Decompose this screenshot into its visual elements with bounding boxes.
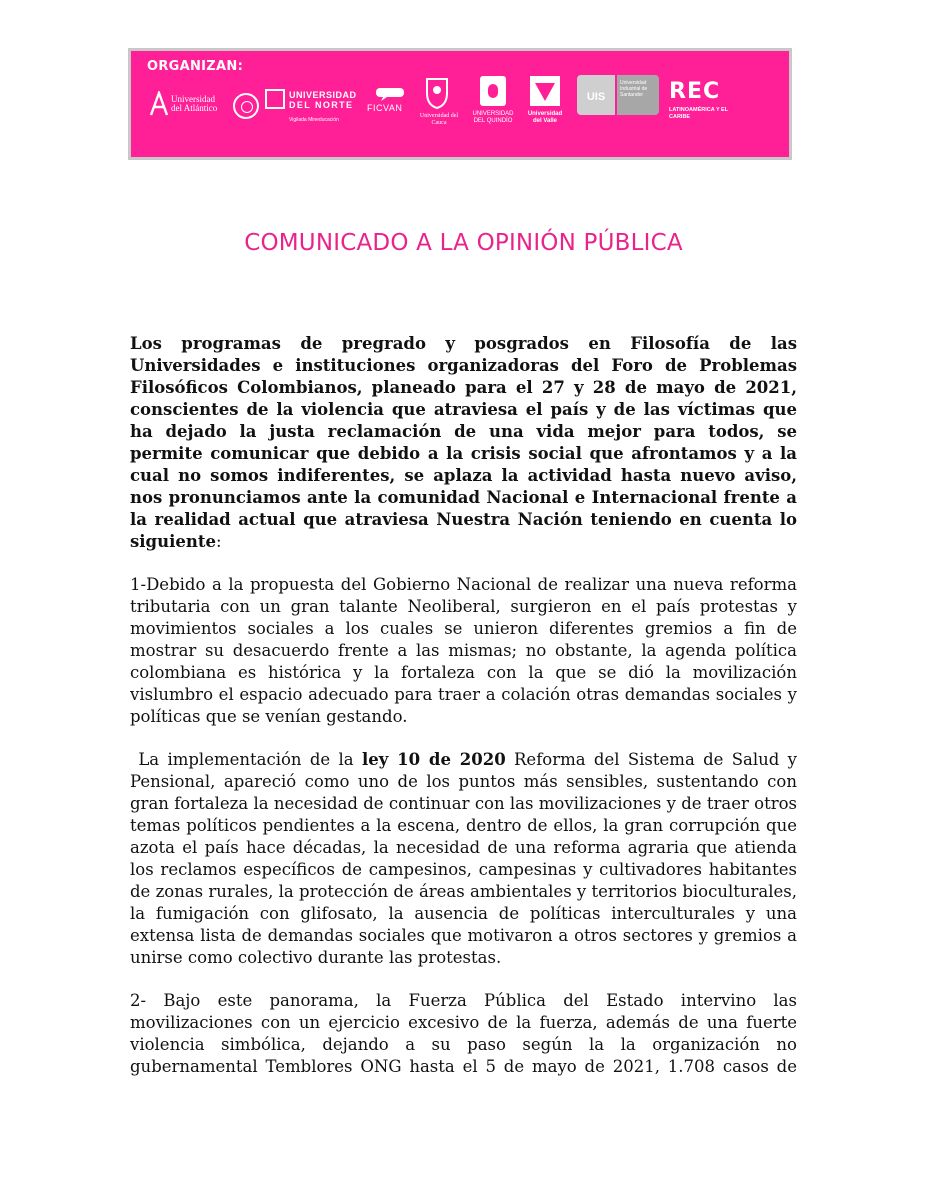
intro-text: Los programas de pregrado y posgrados en Filosofía de las Universidades e instituciones organizadoras del Foro de Problemas Filosóficos Colombianos, planeado para el 27 y 28 de mayo de 2021, conscientes de la violencia que atraviesa el país y de las víctimas que ha dejado la justa reclamación de una vida mejor para todos, se permite comunicar que debido a la crisis social que afrontamos y a la cual no somos indiferentes, se aplaza la actividad hasta nuevo aviso, nos pronunciamos ante la comunidad Nacional e Internacional frente a la realidad actual que atraviesa Nuestra Nación teniendo en cuenta lo siguiente <box>130 334 797 551</box>
atlantico-monogram-icon <box>149 91 169 117</box>
organizers-banner <box>128 48 792 160</box>
law-reference: ley 10 de 2020 <box>361 750 506 769</box>
uninorte-mark-icon <box>265 89 285 109</box>
paragraph-2-start: La implementación de la <box>130 750 362 769</box>
paragraph-1: 1-Debido a la propuesta del Gobierno Nacional de realizar una nueva reforma tributaria con un gran talante Neoliberal, surgieron en el país protestas y movimientos sociales a los cuales se unieron diferentes gremios a fin de mostrar su desacuerdo frente a las mismas; no obstante, la agenda política colombiana es histórica y la fortaleza con la que se dió la movilización vislumbro el espacio adecuado para traer a colación otras demandas sociales y políticas que se venían gestando. <box>130 575 797 726</box>
paragraph-3: 2- Bajo este panorama, la Fuerza Pública del Estado intervino las movilizaciones con un ejercicio excesivo de la fuerza, además de una fuerte violencia simbólica, dejando a su paso según la la organización no gubernamental Temblores ONG hasta el 5 de mayo de 2021, 1.708 casos de <box>130 991 797 1076</box>
valle-line2: del Valle <box>532 118 557 124</box>
atlantico-name: Universidad del Atlántico <box>171 94 218 113</box>
valle-line1: Universidad <box>527 111 563 117</box>
ficvan-name: FICVAN <box>367 103 403 113</box>
uninorte-line2: DEL NORTE <box>289 100 354 110</box>
quindio-line1: UNIVERSIDAD <box>472 111 514 117</box>
uninorte-line1: UNIVERSIDAD <box>289 90 357 100</box>
uis-logo <box>577 75 661 115</box>
quindio-mark-icon <box>479 75 507 107</box>
paragraph-2 <box>130 749 797 969</box>
uis-mark-text: UIS <box>586 91 606 103</box>
cauca-name: Universidad del Cauca <box>419 113 459 126</box>
uis-name-box <box>617 75 659 115</box>
cauca-crest-icon <box>425 75 449 109</box>
organizers-banner-background <box>131 51 789 157</box>
rec-name: REC <box>669 79 721 104</box>
paragraph-2-rest: Reforma del Sistema de Salud y Pensional, apareció como uno de los puntos más sensibles, sustentando con gran fortaleza la necesidad de continuar con las movilizaciones y de traer otros temas políticos pendientes a la escena, dentro de ellos, la gran corrupción que azota el país hace décadas, la necesidad de una reforma agraria que atienda los reclamos específicos de campesinos, campesinas y cultivadores habitantes de zonas rurales, la protección de áreas ambientales y territorios bioculturales, la fumigación con glifosato, la ausencia de políticas interculturales y una extensa lista de demandas sociales que motivaron a otros sectores y gremios a unirse como colectivo durante las protestas. <box>130 750 797 967</box>
university-seal-icon <box>233 93 259 119</box>
document-title: COMUNICADO A LA OPINIÓN PÚBLICA <box>244 230 683 256</box>
intro-colon: : <box>215 532 222 551</box>
valle-mark-icon <box>529 75 561 107</box>
speech-bubble-icon <box>375 87 405 101</box>
uis-mark <box>577 75 615 115</box>
uninorte-tagline: Vigilada Mineducación <box>289 117 339 123</box>
document-body <box>130 333 797 1099</box>
quindio-line2: DEL QUINDÍO <box>473 118 513 124</box>
uis-name: Universidad Industrial de Santander <box>620 80 648 98</box>
rec-subtitle: LATINOAMÉRICA Y EL CARIBE <box>669 107 728 120</box>
organizers-label: ORGANIZAN: <box>147 59 244 74</box>
intro-paragraph <box>130 333 797 553</box>
